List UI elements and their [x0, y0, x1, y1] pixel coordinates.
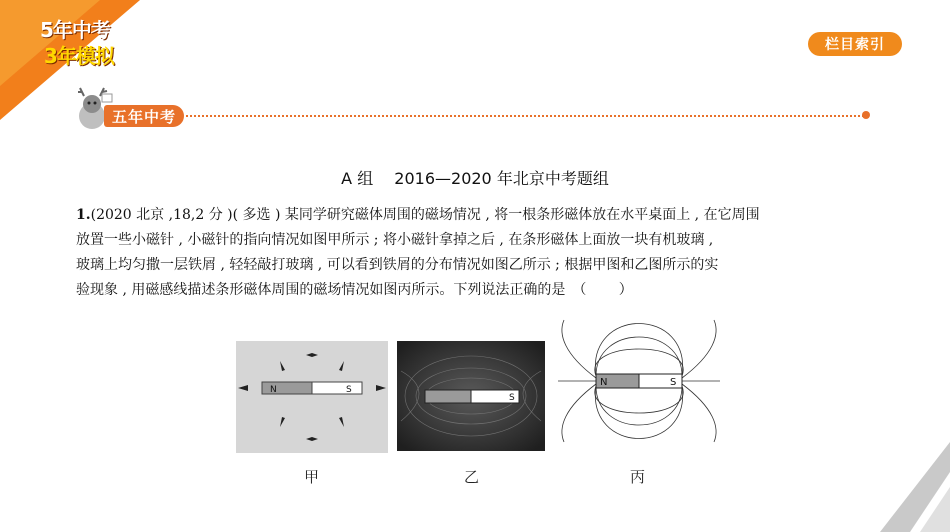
dotted-divider — [186, 115, 864, 117]
caption-bing: 丙 — [630, 468, 646, 486]
bing-s-label: S — [670, 377, 677, 388]
jia-s-label: S — [346, 385, 352, 395]
group-title: A 组 2016—2020 年北京中考题组 — [341, 169, 609, 188]
caption-yi: 乙 — [464, 468, 480, 486]
yi-s-label: S — [509, 393, 515, 403]
question-line-2: 放置一些小磁针 , 小磁针的指向情况如图甲所示 ; 将小磁针拿掉之后 , 在条形磁体上面放一块有机玻璃 , — [76, 232, 714, 248]
brand-logo — [30, 12, 120, 72]
question-line-3: 玻璃上均匀撒一层铁屑 , 轻轻敲打玻璃 , 可以看到铁屑的分布情况如图乙所示 ; 根据甲图和乙图所示的实 — [76, 257, 719, 273]
jia-n-label: N — [270, 385, 277, 395]
index-button[interactable]: 栏目索引 — [808, 32, 902, 56]
logo-line-2: 3年模拟 — [44, 44, 114, 68]
logo-line-1: 5年中考 — [40, 18, 110, 42]
figure-bing — [554, 314, 724, 454]
figure-yi — [397, 341, 545, 451]
question-line-1: 1.(2020 北京 ,18,2 分 )( 多选 ) 某同学研究磁体周围的磁场情况 , 将一根条形磁体放在水平桌面上 , 在它周围 — [76, 207, 760, 223]
bing-n-label: N — [600, 377, 608, 388]
question-text — [76, 203, 876, 303]
figure-jia — [236, 341, 388, 453]
divider-end-dot — [862, 111, 870, 119]
question-line-4: 验现象 , 用磁感线描述条形磁体周围的磁场情况如图丙所示。下列说法正确的是 （ ） — [76, 282, 633, 298]
corner-stripes — [840, 432, 950, 532]
caption-jia: 甲 — [304, 468, 320, 486]
section-tag: 五年中考 — [104, 105, 184, 127]
section-banner — [74, 86, 874, 126]
question-number: 1. — [76, 207, 91, 223]
